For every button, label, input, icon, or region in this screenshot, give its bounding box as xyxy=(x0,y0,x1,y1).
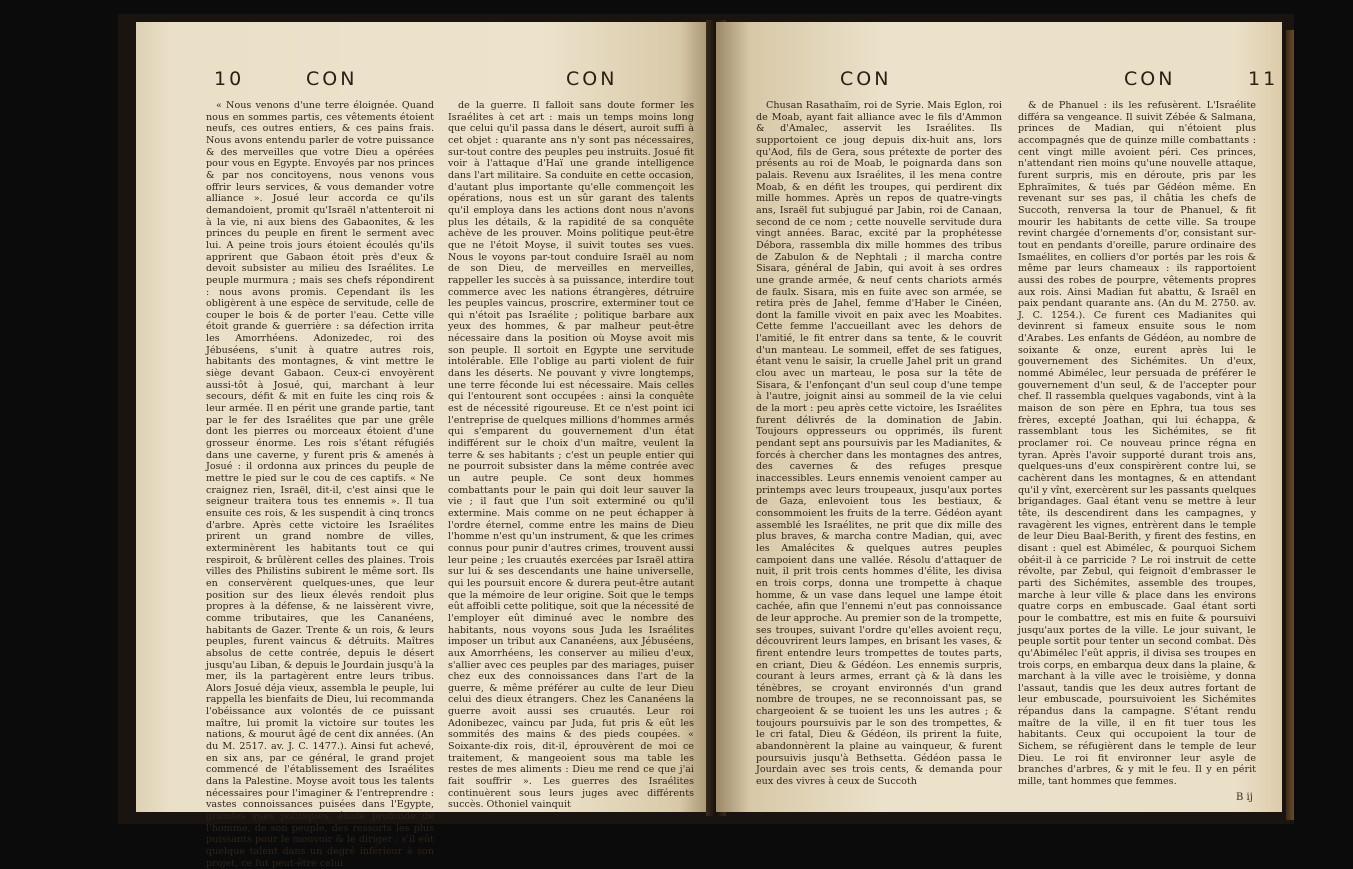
left-page-header-right: CON xyxy=(566,68,618,90)
signature-mark: B ij xyxy=(1236,792,1253,803)
right-page-header-right: CON xyxy=(1124,68,1176,90)
right-page-column-2 xyxy=(1018,100,1256,788)
left-page-column-2 xyxy=(448,100,694,811)
open-book xyxy=(118,14,1294,869)
right-page xyxy=(716,22,1282,812)
left-page-header-left: CON xyxy=(306,68,358,90)
right-column-2-text: & de Phanuel : ils les refusèrent. L'Israélite différa sa vengeance. Il suivit Zébée & Salmana, princes de Madian, qui n'étoient plus accompagnés que de quinze mille combattants : cent vingt mille avoient péri. Ces princes, n'attendant rien moins qu'une nouvelle attaque, furent surpris, mis en déroute, pris par les Ephraïmites, & tués par Gédéon même. En revenant sur ses pas, il châtia les chefs de Succoth, renversa la tour de Phanuel, & fit mourir les habitants de cette ville. Sa troupe revint chargée d'ornements d'or, consistant sur-tout en pendants d'oreille, parure ordinaire des Ismaélites, en colliers d'or portés par les rois & même par leurs chameaux : ils rapportoient aussi des robes de pourpre, vêtements propres aux rois. Ainsi Madian fut abattu, & Israël en paix pendant quarante ans. (An du M. 2750. av. J. C. 1254.). Ce furent ces Madianites qui devinrent si fameux ensuite sous le nom d'Arabes. Les enfants de Gédéon, au nombre de soixante & onze, eurent après lui le gouvernement des Sichémites. Un d'eux, nommé Abimélec, leur persuada de préférer le gouvernement d'un seul, & de l'accepter pour chef. Il rassembla quelques vagabonds, vint à la maison de son père en Ephra, tua tous ses frères, excepté Joathan, qui lui échappa, & rassemblant tous les Sichémites, se fit proclamer roi. Ce nouveau prince régna en tyran. Après l'avoir supporté durant trois ans, quelques-uns d'eux conspirèrent contre lui, se cachèrent dans les montagnes, & en attendant qu'il y vînt, exercèrent sur les passants quelques brigandages. Gaal étant venu se mettre à leur tête, ils descendirent dans les campagnes, y ravagèrent les vignes, entrèrent dans le temple de leur Dieu Baal-Berith, y firent des festins, en disant : quel est Abimélec, & pourquoi Sichem obéit-il à ce parricide ? Le roi instruit de cette révolte, par Zebul, qui feignoit d'embrasser le parti des Sichémites, assemble des troupes, marche à leur ville & place dans les environs quatre corps en embuscade. Gaal étant sorti pour le combattre, est mis en fuite & poursuivi jusqu'aux portes de la ville. Le jour suivant, le peuple sortit pour tenter un second combat. Dès qu'Abimélec l'eût appris, il divisa ses troupes en trois corps, en embarqua deux dans la plaine, & marchant à la ville avec le troisième, y donna l'assaut, tandis que les deux autres fortant de leur embuscade, poursuivoient les Sichémites répandus dans la campagne. S'étant rendu maître de la ville, il en fit tuer tous les habitants. Ceux qui occupoient la tour de Sichem, se réfugièrent dans le temple de leur Dieu. Le roi fit environner leur asyle de branches d'arbres, & y mit le feu. Il y en périt mille, tant hommes que femmes. xyxy=(1018,100,1256,788)
right-column-1-text: Chusan Rasathaïm, roi de Syrie. Mais Eglon, roi de Moab, ayant fait alliance avec le fils d'Ammon & d'Amalec, asservit les Israélites. Ils supportoient ce joug depuis dix-huit ans, lors qu'Aod, fils de Gera, sous prétexte de porter des présents au roi de Moab, le poignarda dans son palais. Revenu aux Israélites, il les mena contre Moab, & en défit les troupes, qui perdirent dix mille hommes. Après un repos de quatre-vingts ans, Israël fut subjugué par Jabin, roi de Canaan, second de ce nom ; cette nouvelle servitude dura vingt années. Barac, excité par la prophétesse Débora, rassembla dix mille hommes des tribus de Zabulon & de Nephtali ; il marcha contre Sisara, général de Jabin, qui avoit à ses ordres une grande armée, & neuf cents chariots armés de faulx. Sisara, mis en fuite avec son armée, se retira près de Jahel, femme d'Haber le Cinéen, dont la famille vivoit en paix avec les Moabites. Cette femme l'accueillant avec les dehors de l'amitié, le fit entrer dans sa tente, & le couvrit d'un manteau. Le sommeil, effet de ses fatigues, étant venu le saisir, la cruelle Jahel prit un grand clou avec un marteau, le posa sur la tête de Sisara, & l'enfonçant d'un seul coup d'une tempe à l'autre, joignit ainsi au sommeil de la vie celui de la mort : peu après cette victoire, les Israélites furent délivrés de la domination de Jabin. Toujours oppresseurs ou opprimés, ils furent pendant sept ans poursuivis par les Madianites, & forcés à chercher dans les montagnes des antres, des cavernes & des refuges presque inaccessibles. Leurs ennemis venoient camper au printemps avec leurs troupeaux, jusqu'aux portes de Gaza, enlevoient tous les bestiaux, & consommoient les fruits de la terre. Gédéon ayant assemblé les Israélites, ne prit que dix mille des plus braves, & marcha contre Madian, qui, avec les Amalécites & quelques autres peuples campoient dans une vallée. Résolu d'attaquer de nuit, il prit trois cents hommes d'élite, les divisa en trois corps, donna une trompette à chaque homme, & un vase dans lequel une lampe étoit cachée, afin que l'ennemi n'eut pas connoissance de leur approche. Au premier son de la trompette, ses troupes, suivant l'ordre qu'elles avoient reçu, découvrirent leurs lampes, en brisant les vases, & firent entendre leurs trompettes de toutes parts, en criant, Dieu & Gédéon. Les ennemis surpris, courant à leurs armes, errant çà & là dans les ténèbres, se croyant environnés d'un grand nombre de troupes, ne se reconnoissant pas, se chargeoient & se tuoient les uns les autres ; & toujours poursuivis par le son des trompettes, & le cri fatal, Dieu & Gédéon, ils prirent la fuite, abandonnèrent la plaine au vainqueur, & furent poursuivis jusqu'à Bethsetta. Gédéon passa le Jourdain avec ses trois cents, & demanda pour eux des vivres à ceux de Succoth xyxy=(756,100,1002,788)
left-column-2-text: de la guerre. Il falloit sans doute former les Israélites à cet art : mais un temps moins long que celui qu'il passa dans le désert, auroit suffi à cet objet : quarante ans n'y sont pas nécessaires, sur-tout contre des peuples peu instruits. Josué fit voir à l'attaque d'Haï une grande intelligence dans l'art militaire. Sa conduite en cette occasion, d'autant plus importante qu'elle commençoit les opérations, nous est un sûr garant des talents qu'il employa dans les actions dont nous n'avons plus les détails, & la rapidité de sa conquête achève de les prouver. Moins politique peut-être que ne l'étoit Moyse, il suivit toutes ses vues. Nous le voyons par-tout conduire Israël au nom de son Dieu, de merveilles en merveilles, rappeller les succès à sa puissance, interdire tout commerce avec les nations étrangères, détruire les peuples vaincus, proscrire, exterminer tout ce qui n'étoit pas Israélite ; politique barbare aux yeux des hommes, & par malheur peut-être nécessaire dans la position où Moyse avoit mis son peuple. Il sortoit en Egypte une servitude intolérable. Elle l'oblige au parti violent de fuir dans les déserts. Ne pouvant y vivre longtemps, une terre féconde lui est nécessaire. Mais celles qui l'entourent sont occupées : ainsi la conquête est de nécessité rigoureuse. Et ce n'est point ici l'entreprise de quelques millions d'hommes armés qui s'emparent du gouvernement d'un état indifférent sur le choix d'un maître, veulent la terre & ses habitants ; c'est un peuple entier qui ne pourroit subsister dans la même contrée avec un autre peuple. Ce sont deux hommes combattants pour le pain qui doit leur sauver la vie ; il faut que l'un soit exterminé ou qu'il extermine. Mais comme on ne peut échapper à l'ordre éternel, comme entre les mains de Dieu l'homme n'est qu'un instrument, & que les crimes connus pour punir d'autres crimes, trouvent aussi leur peine ; les cruautés exercées par Israël attira sur lui & ses descendants une haine universelle, qui les poursuit encore & durera peut-être autant que la mémoire de leur origine. Soit que le temps eût affoibli cette politique, soit que la nécessité de l'employer eût diminué avec le nombre des habitants, nous voyons sous Juda les Israélites imposer un tribut aux Cananéens, aux Jébuséens, aux Amorrhéens, les conserver au milieu d'eux, s'allier avec ces peuples par des mariages, puiser chez eux des connoissances dans l'art de la guerre, & même préférer au culte de leur Dieu celui des dieux étrangers. Chez les Cananéens la guerre avoit aussi ses cruautés. Leur roi Adonibezec, vaincu par Juda, fut pris & eût les sommités des mains & des pieds coupées. « Soixante-dix rois, dit-il, éprouvèrent de moi ce traitement, & mangeoient sous ma table les restes de mes aliments : Dieu me rend ce que j'ai fait souffrir ». Les guerres des Israélites continuèrent sous leurs juges avec différents succès. Othoniel vainquit xyxy=(448,100,694,811)
left-page-column-1 xyxy=(206,100,434,869)
left-page xyxy=(136,22,714,869)
left-page-number: 10 xyxy=(214,68,245,90)
right-page-column-1 xyxy=(756,100,1002,788)
right-page-number: 11 xyxy=(1248,68,1279,90)
left-column-1-text: « Nous venons d'une terre éloignée. Quand nous en sommes partis, ces vêtements étoient neufs, ces outres entiers, & ces pains frais. Nous avons entendu parler de votre puissance & des merveilles que votre Dieu a opérées pour vous en Egypte. Envoyés par nos princes & par nos concitoyens, nous venons vous offrir leurs services, & vous demander votre alliance ». Josué leur accorda ce qu'ils demandoient, promit qu'Israël n'attenteroit ni à la vie, ni aux biens des Gabaonites, & les princes du peuple en firent le serment avec lui. A peine trois jours étoient écoulés qu'ils apprirent que Gabaon étoit près d'eux & devoit subsister au milieu des Israélites. Le peuple murmura ; mais ses chefs répondirent : nous avons promis. Cependant ils les obligèrent à une espèce de servitude, celle de couper le bois & de porter l'eau. Cette ville étoit grande & guerrière : sa défection irrita les Amorrhéens. Adonizedec, roi des Jébuséens, s'unit à quatre autres rois, habitants des montagnes, & vint mettre le siège devant Gabaon. Ceux-ci envoyèrent aussi-tôt à Josué, qui, marchant à leur secours, défit & mit en fuite les cinq rois & leur armée. Il en périt une grande partie, tant par le fer des Israélites que par une grêle dont les pierres ou morceaux étoient d'une grosseur énorme. Les rois s'étant réfugiés dans une caverne, y furent pris & amenés à Josué : il ordonna aux princes du peuple de mettre le pied sur le cou de ces captifs. « Ne craignez rien, Israël, dit-il, c'est ainsi que le seigneur traitera tous tes ennemis ». Il tua ensuite ces rois, & les suspendit à cinq troncs d'arbre. Après cette victoire les Israélites prirent un grand nombre de villes, exterminèrent les habitants tout ce qui respiroit, & brûlèrent celles des plaines. Trois villes des Philistins subirent le même sort. Ils en conservèrent quelques-unes, que leur position sur des lieux élevés rendoit plus propres à la défense, & ne laissèrent vivre, comme tributaires, que les Cananéens, habitants de Gazer. Trente & un rois, & leurs peuples, furent vaincus & détruits. Maîtres absolus de cette contrée, depuis le désert jusqu'au Liban, & depuis le Jourdain jusqu'à la mer, ils la partagèrent entre leurs tribus. Alors Josué déja vieux, assembla le peuple, lui rappella les bienfaits de Dieu, lui recommanda l'obéissance aux volontés de ce puissant maître, lui promit la victoire sur toutes les nations, & mourut âgé de cent dix années. (An du M. 2517. av. J. C. 1477.). Ainsi fut achevé, en six ans, par ce général, le grand projet commencé de l'établissement des Israélites dans la Palestine. Moyse avoit tous les talents nécessaires pour l'imaginer & l'entreprendre : vastes connoissances puisées dans l'Egypte, grandes vues politiques, étude profonde de l'homme, de son peuple, des ressorts les plus puissants pour le mouvoir & le diriger ; s'il eût quelque talent dans un degré inférieur à son projet, ce fut peut-être celui xyxy=(206,100,434,869)
right-page-header-left: CON xyxy=(840,68,892,90)
book-edge xyxy=(1286,30,1294,820)
